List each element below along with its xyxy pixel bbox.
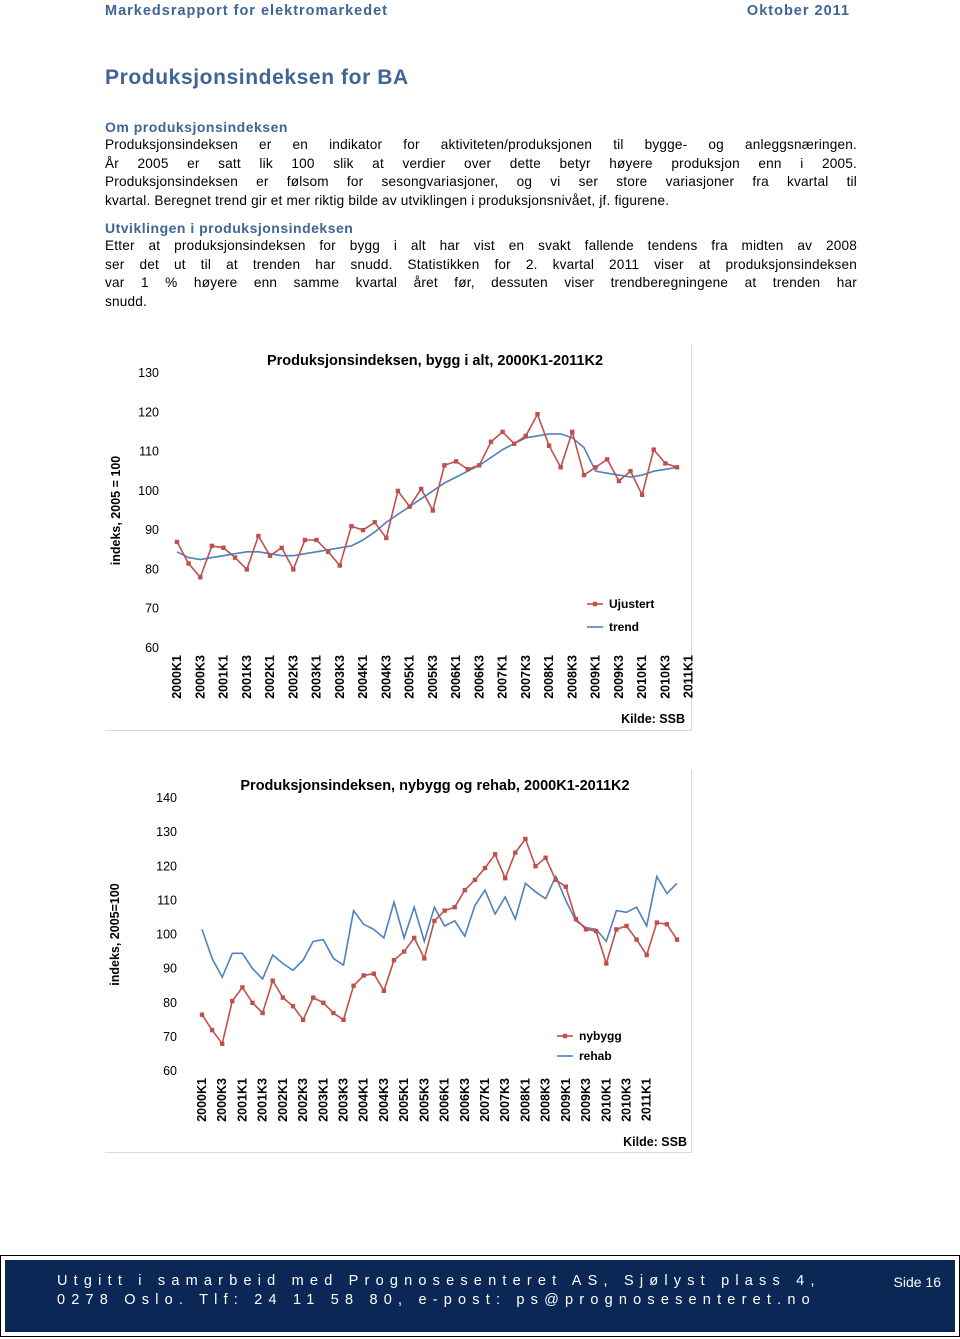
data-point [466, 467, 470, 471]
data-point [473, 878, 477, 882]
x-tick-label: 2006K1 [437, 1078, 452, 1122]
data-point [373, 520, 377, 524]
data-point [543, 856, 547, 860]
data-point [493, 852, 497, 856]
x-tick-label: 2010K1 [635, 655, 650, 699]
x-tick-label: 2000K3 [215, 1078, 230, 1122]
data-point [489, 440, 493, 444]
x-tick-label: 2002K1 [275, 1078, 290, 1122]
data-point [554, 878, 558, 882]
data-point [326, 550, 330, 554]
data-point [655, 920, 659, 924]
data-point [230, 999, 234, 1003]
y-tick-label: 110 [139, 444, 159, 459]
y-tick-label: 70 [163, 1029, 177, 1044]
x-tick-label: 2005K3 [417, 1078, 432, 1122]
paragraph-line: Etter at produksjonsindeksen for bygg i alt har vist en svakt fallende tendens fra midten av 2008 [105, 238, 857, 253]
chart-title: Produksjonsindeksen, nybygg og rehab, 2000K1-2011K2 [240, 778, 630, 794]
x-tick-label: 2001K3 [255, 1078, 270, 1122]
data-point [412, 936, 416, 940]
paragraph-line: kvartal. Beregnet trend gir et mer riktig bilde av utviklingen i produksjonsnivået, jf. figurene. [105, 192, 670, 208]
data-point [547, 444, 551, 448]
chart-bygg-i-alt [105, 345, 696, 731]
data-point [311, 995, 315, 999]
data-point [665, 922, 669, 926]
data-point [645, 953, 649, 957]
x-tick-label: 2007K1 [495, 655, 510, 699]
y-tick-label: 90 [163, 961, 177, 976]
chart-bygg-i-alt-svg [105, 345, 696, 730]
data-point [559, 465, 563, 469]
x-tick-label: 2008K3 [538, 1078, 553, 1122]
y-tick-label: 140 [156, 791, 177, 805]
chart-source: Kilde: SSB [623, 1135, 687, 1149]
x-tick-label: 2001K1 [216, 655, 231, 699]
data-point [280, 546, 284, 550]
data-point [432, 919, 436, 923]
data-point [535, 412, 539, 416]
data-point [281, 995, 285, 999]
x-tick-label: 2010K3 [619, 1078, 634, 1122]
header-date: Oktober 2011 [746, 3, 850, 19]
data-point [198, 575, 202, 579]
section-about-index [105, 118, 857, 210]
y-tick-label: 70 [145, 601, 159, 616]
section-heading: Utviklingen i produksjonsindeksen [105, 220, 354, 236]
y-tick-label: 80 [163, 995, 177, 1010]
x-tick-label: 2000K3 [193, 655, 208, 699]
legend-marker [563, 1034, 567, 1038]
chart-nybygg-rehab [105, 770, 692, 1153]
y-tick-label: 60 [145, 641, 159, 655]
data-point [617, 479, 621, 483]
data-point [321, 1001, 325, 1005]
data-point [628, 469, 632, 473]
data-point [477, 463, 481, 467]
header-report-title: Markedsrapport for elektromarkedet [105, 3, 388, 19]
data-point [338, 563, 342, 567]
data-point [652, 447, 656, 451]
section-index-development [105, 219, 857, 311]
data-point [533, 864, 537, 868]
legend-label: nybygg [579, 1029, 622, 1043]
x-tick-label: 2004K3 [376, 1078, 391, 1122]
footer-contact-line: 0278 Oslo. Tlf: 24 11 58 80, e-post: ps@prognosesenteret.no [57, 1292, 816, 1308]
x-tick-label: 2005K1 [397, 1078, 412, 1122]
data-point [396, 489, 400, 493]
data-point [303, 538, 307, 542]
x-tick-label: 2004K1 [356, 1078, 371, 1122]
chart-y-axis-label: indeks, 2005=100 [108, 883, 122, 986]
data-point [422, 956, 426, 960]
footer-publisher-line: Utgitt i samarbeid med Prognosesenteret AS, Sjølyst plass 4, [57, 1273, 821, 1289]
data-point [463, 888, 467, 892]
data-point [382, 989, 386, 993]
data-point [250, 1001, 254, 1005]
data-point [349, 524, 353, 528]
data-point [260, 1011, 264, 1015]
x-tick-label: 2007K1 [477, 1078, 492, 1122]
data-point [331, 1011, 335, 1015]
paragraph-line: Produksjonsindeksen er følsom for sesongvariasjoner, og vi ser store variasjoner fra kvartal til [105, 174, 857, 190]
data-point [442, 463, 446, 467]
legend-label: trend [609, 620, 639, 634]
data-point [221, 546, 225, 550]
data-point [220, 1042, 224, 1046]
x-tick-label: 2001K3 [239, 655, 254, 699]
data-point [341, 1018, 345, 1022]
x-tick-label: 2003K1 [316, 1078, 331, 1122]
data-point [314, 538, 318, 542]
page-title: Produksjonsindeksen for BA [105, 66, 409, 89]
x-tick-label: 2010K3 [658, 655, 673, 699]
x-tick-label: 2004K3 [379, 655, 394, 699]
legend-marker [593, 602, 597, 606]
data-point [210, 1028, 214, 1032]
data-point [483, 866, 487, 870]
data-point [291, 1004, 295, 1008]
paragraph-line: snudd. [105, 293, 148, 309]
data-point [402, 949, 406, 953]
data-point [574, 917, 578, 921]
data-point [663, 461, 667, 465]
x-tick-label: 2002K3 [286, 655, 301, 699]
data-point [419, 487, 423, 491]
paragraph-line: Produksjonsindeksen er en indikator for aktiviteten/produksjonen til bygge- og anleggsnæringen. [105, 137, 857, 152]
data-point [604, 961, 608, 965]
data-point [523, 837, 527, 841]
x-tick-label: 2008K1 [542, 655, 557, 699]
x-tick-label: 2002K1 [263, 655, 278, 699]
data-point [605, 457, 609, 461]
data-point [291, 567, 295, 571]
chart-nybygg-rehab-svg [105, 770, 691, 1152]
x-tick-label: 2009K3 [579, 1078, 594, 1122]
y-tick-label: 60 [163, 1064, 177, 1078]
x-tick-label: 2008K1 [518, 1078, 533, 1122]
x-tick-label: 2008K3 [565, 655, 580, 699]
x-tick-label: 2003K3 [332, 655, 347, 699]
data-point [407, 504, 411, 508]
data-point [524, 434, 528, 438]
paragraph-line: var 1 % høyere enn samme kvartal året før, dessuten viser trendberegningene at trenden har [105, 275, 857, 291]
data-point [200, 1013, 204, 1017]
data-point [503, 876, 507, 880]
data-point [362, 973, 366, 977]
section-heading: Om produksjonsindeksen [105, 119, 288, 135]
data-point [640, 493, 644, 497]
y-tick-label: 100 [156, 927, 177, 942]
x-tick-label: 2009K1 [558, 1078, 573, 1122]
data-point [500, 430, 504, 434]
y-tick-label: 80 [145, 562, 159, 577]
y-tick-label: 130 [156, 825, 177, 840]
section-paragraph [105, 136, 857, 210]
data-point [594, 929, 598, 933]
data-point [675, 465, 679, 469]
data-point [256, 534, 260, 538]
data-point [271, 978, 275, 982]
data-point [513, 850, 517, 854]
chart-title: Produksjonsindeksen, bygg i alt, 2000K1-2011K2 [266, 353, 604, 369]
x-tick-label: 2003K3 [336, 1078, 351, 1122]
chart-source: Kilde: SSB [621, 712, 685, 726]
x-tick-label: 2002K3 [296, 1078, 311, 1122]
y-tick-label: 120 [138, 405, 159, 420]
x-tick-label: 2007K3 [518, 655, 533, 699]
x-tick-label: 2007K3 [498, 1078, 513, 1122]
x-tick-label: 2005K3 [425, 655, 440, 699]
data-point [454, 459, 458, 463]
series-line-ujustert [177, 414, 677, 577]
y-tick-label: 110 [157, 893, 177, 908]
section-paragraph [105, 237, 857, 311]
data-point [301, 1018, 305, 1022]
data-point [564, 885, 568, 889]
y-tick-label: 120 [156, 859, 177, 874]
data-point [175, 540, 179, 544]
paragraph-line: År 2005 er satt lik 100 slik at verdier over dette betyr høyere produksjon enn i 2005. [105, 155, 857, 171]
x-tick-label: 2000K1 [170, 655, 184, 699]
data-point [442, 908, 446, 912]
x-tick-label: 2005K1 [402, 655, 417, 699]
page-header [0, 0, 960, 26]
x-tick-label: 2006K1 [449, 655, 464, 699]
data-point [361, 528, 365, 532]
data-point [582, 473, 586, 477]
paragraph-line: ser det ut til at trenden har snudd. Statistikken for 2. kvartal 2011 viser at produksjonsindeksen [105, 256, 857, 272]
chart-y-axis-label: indeks, 2005 = 100 [109, 455, 123, 566]
y-tick-label: 90 [145, 523, 159, 538]
footer-band [5, 1260, 955, 1332]
x-tick-label: 2011K1 [639, 1078, 654, 1122]
legend-label: Ujustert [609, 597, 655, 611]
data-point [453, 905, 457, 909]
x-tick-label: 2010K1 [599, 1078, 614, 1122]
page-footer [0, 1255, 960, 1337]
x-tick-label: 2009K3 [611, 655, 626, 699]
x-tick-label: 2000K1 [195, 1078, 209, 1122]
data-point [593, 465, 597, 469]
data-point [570, 430, 574, 434]
footer-page-number: Side 16 [893, 1274, 941, 1290]
data-point [372, 972, 376, 976]
data-point [392, 958, 396, 962]
data-point [240, 985, 244, 989]
data-point [512, 442, 516, 446]
y-tick-label: 130 [138, 366, 159, 380]
x-tick-label: 2001K1 [235, 1078, 250, 1122]
series-line-trend [177, 434, 677, 560]
legend-label: rehab [579, 1049, 612, 1063]
x-tick-label: 2006K3 [472, 655, 487, 699]
data-point [634, 937, 638, 941]
data-point [624, 924, 628, 928]
x-tick-label: 2009K1 [588, 655, 603, 699]
data-point [245, 567, 249, 571]
x-tick-label: 2011K1 [681, 655, 696, 699]
data-point [233, 555, 237, 559]
y-tick-label: 100 [138, 483, 159, 498]
data-point [186, 561, 190, 565]
data-point [675, 937, 679, 941]
data-point [431, 508, 435, 512]
data-point [384, 536, 388, 540]
data-point [351, 984, 355, 988]
data-point [614, 927, 618, 931]
x-tick-label: 2003K1 [309, 655, 324, 699]
x-tick-label: 2006K3 [457, 1078, 472, 1122]
x-tick-label: 2004K1 [356, 655, 371, 699]
data-point [210, 544, 214, 548]
data-point [584, 927, 588, 931]
data-point [268, 554, 272, 558]
